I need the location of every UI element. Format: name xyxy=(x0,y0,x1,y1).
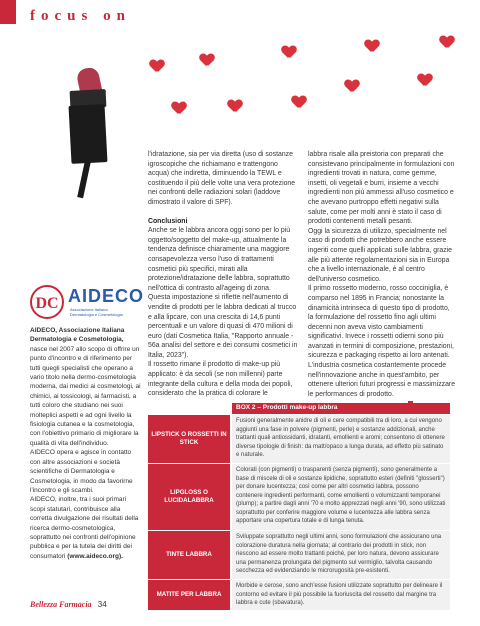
page-number: 34 xyxy=(97,600,107,609)
paragraph: Il primo rossetto moderno, rosso cocciniglia, è comparso nel 1895 in Francia; nonostante la dinamicità intrinseca di questo tipo di prodotto, la formulazione del rossetto fino agli ultimi decenni non aveva visto cambiamenti significativi. Invece i rossetti odierni sono più avanzati in termini di composizione, prestazioni, sicurezza e packaging rispetto ai loro antenati. L'industria cosmetica costantemente procede nell'innovazione anche in quest'ambito, per ottenere ulteriori futuri progressi e massimizzare le performances di prodotto. xyxy=(308,284,456,409)
row-text: Fusioni generalmente anidre di oli e cere compatibili tra di loro, a cui vengono aggiunti una fase in polvere (pigmenti, perle) e sostanze addizionali, anche trattanti quali antiossidanti, idratanti, emollienti e aromi; consentono di ottenere diverse tipologie di finish: da matt/opaco a lunga durata, ad effetto più satinato e naturale. xyxy=(232,415,450,463)
aideco-sidebar xyxy=(30,326,142,561)
row-label: TINTE LABBRA xyxy=(148,531,232,579)
row-text: Morbide e cerose, sono anch'esse fusioni utilizzate soprattutto per delineare il contorno ed evitare il più possibile la fuoriuscita del rossetto dal margine tra labbra e cute (sbavatura). xyxy=(232,580,450,610)
heart-decoration xyxy=(228,100,242,114)
heart-decoration xyxy=(172,102,186,116)
row-label: LIPGLOSS O LUCIDALABBRA xyxy=(148,464,232,530)
heart-decoration xyxy=(418,74,432,88)
row-text: Sviluppate soprattutto negli ultimi anni, sono formulazioni che assicurano una colorazione duratura nella giornata; al contrario dei prodotti in stick, non riescono ad essere molto trattanti poiché, per loro natura, devono assicurare una permanenza prolungata del pigmento sul vermiglio, talvolta causando secchezza ed evidenziando le microrugosità pre-esistenti. xyxy=(232,531,450,579)
box-title: BOX 2 – Prodotti make-up labbra xyxy=(232,403,450,414)
logo-subtitle: Associazione Italiana Dermatologia e Cosmetologia xyxy=(70,307,123,317)
paragraph: AIDECO opera e agisce in contatto con altre associazioni e società scientifiche di Dermatologia e Cosmetologia, in modo da favorirne l'incontro e gli scambi. xyxy=(30,449,133,494)
heart-decoration xyxy=(440,36,454,50)
products-box xyxy=(148,403,450,610)
article-column-2 xyxy=(308,150,456,409)
paragraph: nasce nel 2007 allo scopo di offrire un punto d'incontro e di riferimento per tutti quegli specialisti che operano a vario titolo nella dermo-cosmetologia moderna, dai medici ai cosmetologi, ai chimici, ai tossicologi, ai farmacisti, a tutti coloro che studiano nei suoi molteplici aspetti e ad ogni livello la fisiologia cutanea e la cosmetologia, con l'obiettivo primario di migliorare la qualità di vita dell'individuo. xyxy=(30,345,141,447)
heart-decoration xyxy=(365,40,379,54)
heart-decoration xyxy=(292,96,306,110)
logo-mark-text: DC xyxy=(35,295,59,312)
section-heading: Conclusioni xyxy=(148,217,188,225)
aideco-logo-mark-icon xyxy=(30,285,64,320)
table-row xyxy=(148,579,450,610)
table-row xyxy=(148,530,450,579)
sidebar-title: AIDECO, Associazione Italiana Dermatologia e Cosmetologia, xyxy=(30,327,125,344)
row-label: MATITE PER LABBRA xyxy=(148,580,232,610)
paragraph: Il rossetto rimane il prodotto di make-up più applicato: è da secoli (se non millenni) parte integrante della cultura e della moda dei popoli, considerato che la pratica di colorare le xyxy=(148,361,293,398)
heart-decoration xyxy=(200,54,214,68)
table-row xyxy=(148,463,450,530)
table-row xyxy=(148,414,450,463)
product-photo xyxy=(0,30,480,170)
magazine-brand: Bellezza Farmacia xyxy=(30,600,92,609)
row-text: Colorati (con pigmenti) o trasparenti (senza pigmenti), sono generalmente a base di miscele di oli e sostanze lipidiche, soprattutto esteri (definiti "glosserti") per donare lucentezza; così come per altri cosmetici labbra, possono contenere ingredienti performanti, come emollienti o volumizzanti temporanei (plump); a partire dagli anni '70 e molto apprezzati negli anni '90, sono utilizzati soprattutto per conferire maggiore volume e lucentezza alle labbra senza apportare una copertura totale e di lunga tenuta. xyxy=(232,464,450,530)
paragraph: l'idratazione, sia per via diretta (uso di sostanze igroscopiche che richiamano e trattengono acqua) che indiretta, diminuendo la TEWL e costituendo il più delle volte una vera protezione nei confronti delle radiazioni solari (laddove dimostrato il valore di SPF). xyxy=(148,151,296,206)
paragraph: Oggi la sicurezza di utilizzo, specialmente nel caso di prodotti che potrebbero anche essere ingeriti come quelli applicati sulle labbra, grazie alle più attente regolamentazioni sia in Europa che a livello internazionale, è al centro dell'universo cosmetico. xyxy=(308,227,453,283)
heart-decoration xyxy=(282,46,296,60)
article-column-1 xyxy=(148,150,298,399)
paragraph: labbra risale alla preistoria con preparati che consistevano principalmente in formulazioni con ingredienti trovati in natura, come gemme, insetti, oli vegetali e burri, insieme a vecchi ingredienti non più ammessi all'uso cosmetico e che avevano purtroppo effetti negativi sulla salute, come per molti anni è stato il caso di prodotti contenenti metalli pesanti. xyxy=(308,151,455,226)
aideco-logo xyxy=(30,285,145,320)
page-footer xyxy=(30,600,107,609)
heart-decoration xyxy=(345,80,359,94)
logo-name: AIDECO xyxy=(68,286,145,306)
website-link[interactable]: (www.aideco.org). xyxy=(67,552,123,560)
row-label: LIPSTICK O ROSSETTI IN STICK xyxy=(148,415,232,463)
paragraph: Questa impostazione si riflette nell'aumento di vendite di prodotti per le labbra dedicati al trucco e alla lipcare, con una crescita di 14,6 punti percentuali e un valore di quasi di 470 milioni di euro (dati Cosmetica Italia, "Rapporto annuale - 56a analisi del settore e dei consumi cosmetici in Italia, 2023"). xyxy=(148,294,298,359)
lipstick-body-image xyxy=(69,104,108,164)
paragraph: AIDECO, inoltre, tra i suoi primari scopi statutari, contribuisce alla corretta divulgazione dei risultati della ricerca dermo-cosmetologica, soprattutto nei confronti dell'opinione pubblica e per la tutela dei diritti dei consumatori (www.aideco.org). xyxy=(30,496,139,560)
corner-accent xyxy=(0,0,16,24)
section-header: focus on xyxy=(30,8,131,24)
heart-decoration xyxy=(150,60,164,74)
paragraph: Anche se le labbra ancora oggi sono per lo più oggetto/soggetto del make-up, attualmente la tendenza definisce chiaramente una maggiore consapevolezza verso l'uso di trattamenti cosmetici più specifici, mirati alla protezione/idratazione delle labbra, soprattutto nell'ottica di contrasto all'ageing di zona. xyxy=(148,227,291,292)
